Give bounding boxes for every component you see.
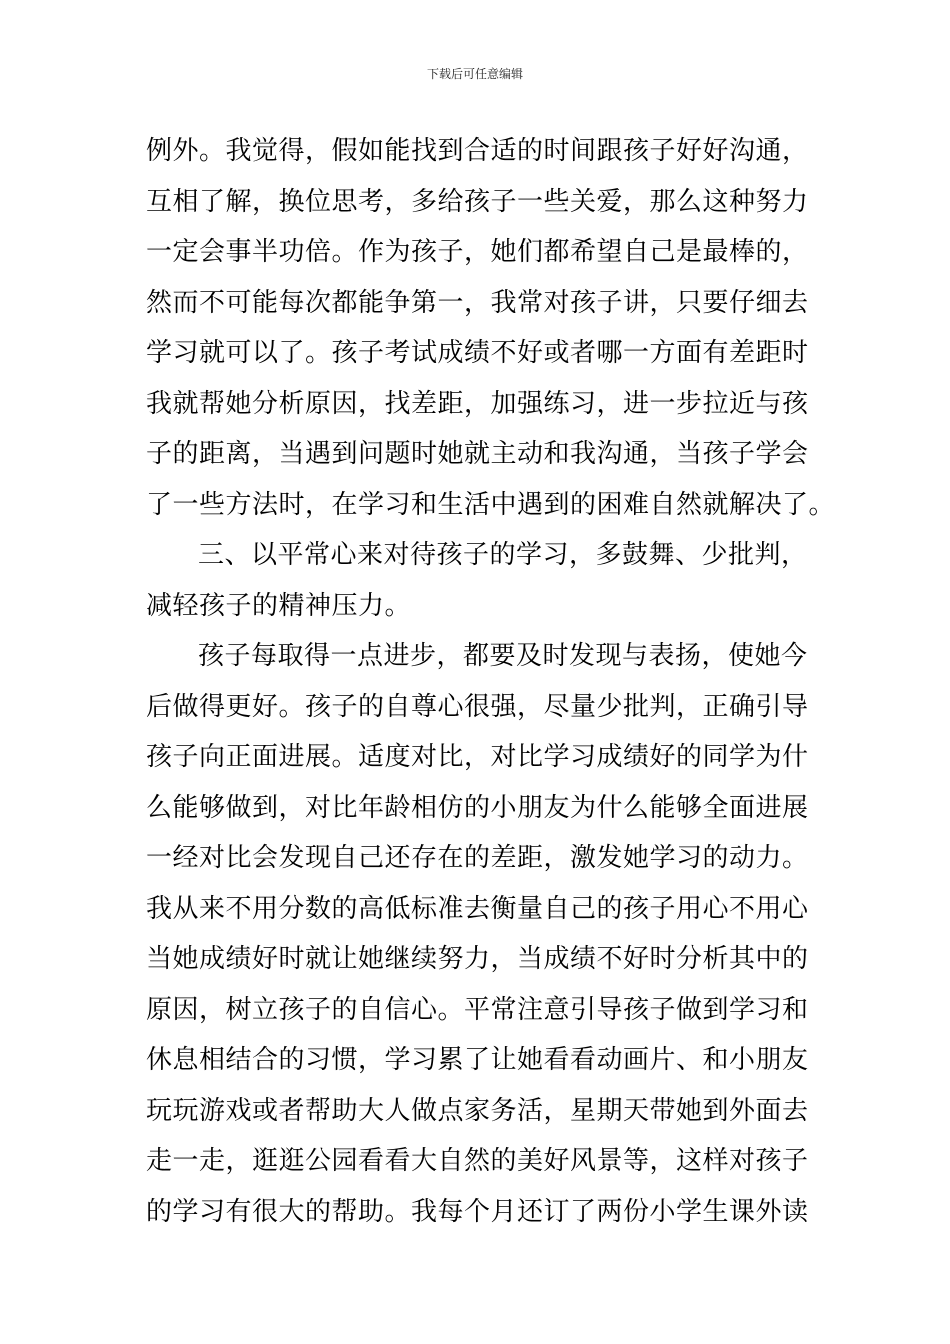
text-line: 么能够做到，对比年龄相仿的小朋友为什么能够全面进展	[146, 792, 809, 823]
text-line: 我从来不用分数的高低标准去衡量自己的孩子用心不用心	[146, 893, 809, 924]
text-line: 原因，树立孩子的自信心。平常注意引导孩子做到学习和	[146, 994, 809, 1025]
paragraph-start-line: 孩子每取得一点进步，都要及时发现与表扬，使她今	[198, 641, 808, 671]
text-line: 玩玩游戏或者帮助大人做点家务活，星期天带她到外面去	[146, 1095, 809, 1126]
text-line: 互相了解，换位思考，多给孩子一些关爱，那么这种努力	[146, 186, 809, 217]
text-line: 然而不可能每次都能争第一，我常对孩子讲，只要仔细去	[146, 287, 809, 318]
text-line: 当她成绩好时就让她继续努力，当成绩不好时分析其中的	[146, 944, 809, 974]
text-line: 走一走，逛逛公园看看大自然的美好风景等，这样对孩子	[146, 1146, 809, 1176]
text-line: 一经对比会发现自己还存在的差距，激发她学习的动力。	[146, 843, 809, 873]
text-line: 后做得更好。孩子的自尊心很强，尽量少批判，正确引导	[146, 691, 809, 722]
text-line: 例外。我觉得，假如能找到合适的时间跟孩子好好沟通，	[146, 136, 809, 166]
text-line: 子的距离，当遇到问题时她就主动和我沟通，当孩子学会	[146, 439, 809, 469]
text-line: 孩子向正面进展。适度对比，对比学习成绩好的同学为什	[146, 742, 809, 772]
text-line: 休息相结合的习惯，学习累了让她看看动画片、和小朋友	[146, 1045, 809, 1075]
page-header: 下载后可任意编辑	[426, 67, 523, 81]
text-line: 了一些方法时，在学习和生活中遇到的困难自然就解决了。	[146, 489, 836, 520]
section-heading-line: 三、以平常心来对待孩子的学习，多鼓舞、少批判，	[198, 540, 808, 570]
section-heading-line: 减轻孩子的精神压力。	[146, 590, 412, 621]
text-line: 一定会事半功倍。作为孩子，她们都希望自己是最棒的，	[146, 237, 809, 267]
text-line: 我就帮她分析原因，找差距，加强练习，进一步拉近与孩	[146, 388, 809, 419]
document-body	[146, 126, 836, 1237]
text-line: 学习就可以了。孩子考试成绩不好或者哪一方面有差距时	[146, 338, 809, 368]
text-line: 的学习有很大的帮助。我每个月还订了两份小学生课外读	[146, 1196, 809, 1227]
